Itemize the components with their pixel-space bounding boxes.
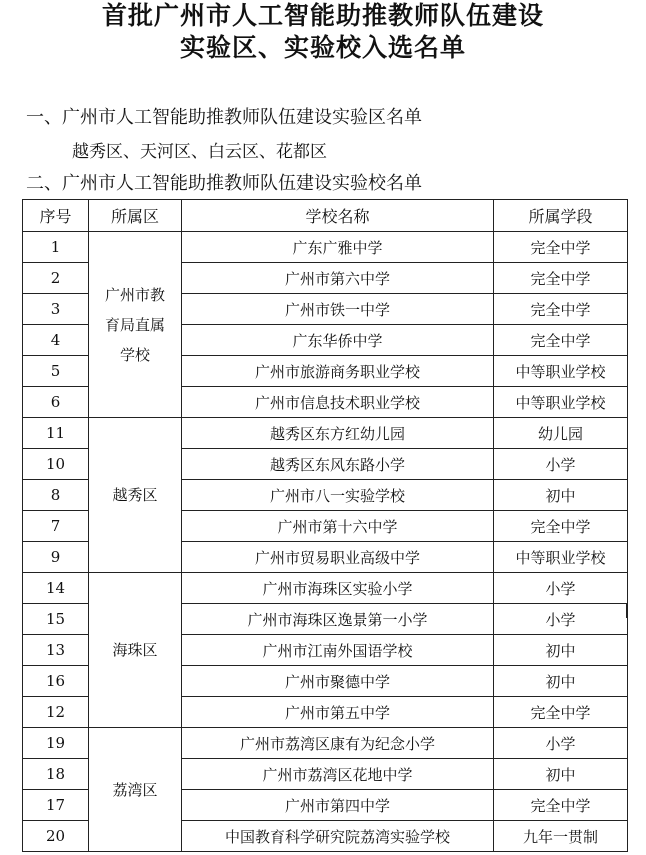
- school-stage: 中等职业学校: [494, 356, 628, 387]
- school-stage: 小学: [494, 728, 628, 759]
- row-number: 17: [23, 790, 89, 821]
- school-stage: 幼儿园: [494, 418, 628, 449]
- school-name: 广州市荔湾区花地中学: [182, 759, 494, 790]
- section-2-heading: 二、广州市人工智能助推教师队伍建设实验校名单: [26, 173, 422, 194]
- school-name: 广州市第四中学: [182, 790, 494, 821]
- school-name: 广州市第六中学: [182, 263, 494, 294]
- school-name: 广州市铁一中学: [182, 294, 494, 325]
- school-stage: 初中: [494, 480, 628, 511]
- school-stage: 完全中学: [494, 511, 628, 542]
- school-name: 广州市江南外国语学校: [182, 635, 494, 666]
- school-stage: 小学: [494, 573, 628, 604]
- row-number: 1: [23, 232, 89, 263]
- school-name: 广州市第五中学: [182, 697, 494, 728]
- school-name: 广州市海珠区逸景第一小学: [182, 604, 494, 635]
- row-number: 15: [23, 604, 89, 635]
- row-number: 14: [23, 573, 89, 604]
- row-number: 4: [23, 325, 89, 356]
- district-cell: 越秀区: [89, 418, 182, 573]
- school-stage: 初中: [494, 666, 628, 697]
- district-cell: 海珠区: [89, 573, 182, 728]
- district-cell: 荔湾区: [89, 728, 182, 852]
- row-number: 2: [23, 263, 89, 294]
- row-number: 11: [23, 418, 89, 449]
- school-name: 广州市八一实验学校: [182, 480, 494, 511]
- header-school-name: 学校名称: [182, 200, 494, 232]
- school-stage: 中等职业学校: [494, 542, 628, 573]
- school-stage: 中等职业学校: [494, 387, 628, 418]
- margin-mark: [626, 604, 627, 618]
- table-row: [23, 728, 628, 759]
- row-number: 19: [23, 728, 89, 759]
- header-school-stage: 所属学段: [494, 200, 628, 232]
- row-number: 3: [23, 294, 89, 325]
- document-title-line-2: 实验区、实验校入选名单: [179, 33, 466, 62]
- row-number: 12: [23, 697, 89, 728]
- school-stage: 完全中学: [494, 790, 628, 821]
- school-name: 广州市贸易职业高级中学: [182, 542, 494, 573]
- document-title-line-1: 首批广州市人工智能助推教师队伍建设: [101, 1, 544, 30]
- school-stage: 小学: [494, 604, 628, 635]
- row-number: 10: [23, 449, 89, 480]
- school-stage: 小学: [494, 449, 628, 480]
- table-header-row: [23, 200, 628, 232]
- header-seq: 序号: [23, 200, 89, 232]
- district-cell: 广州市教育局直属学校: [89, 232, 182, 418]
- school-stage: 初中: [494, 635, 628, 666]
- table-row: [23, 232, 628, 263]
- school-stage: 完全中学: [494, 263, 628, 294]
- school-name: 越秀区东方红幼儿园: [182, 418, 494, 449]
- row-number: 13: [23, 635, 89, 666]
- section-1-heading: 一、广州市人工智能助推教师队伍建设实验区名单: [26, 107, 422, 128]
- header-district: 所属区: [89, 200, 182, 232]
- school-stage: 初中: [494, 759, 628, 790]
- school-name: 广东华侨中学: [182, 325, 494, 356]
- school-name: 广州市荔湾区康有为纪念小学: [182, 728, 494, 759]
- school-list-table: [22, 199, 628, 852]
- row-number: 20: [23, 821, 89, 852]
- school-name: 广东广雅中学: [182, 232, 494, 263]
- school-name: 广州市海珠区实验小学: [182, 573, 494, 604]
- row-number: 9: [23, 542, 89, 573]
- row-number: 16: [23, 666, 89, 697]
- table-row: [23, 573, 628, 604]
- row-number: 8: [23, 480, 89, 511]
- school-name: 中国教育科学研究院荔湾实验学校: [182, 821, 494, 852]
- school-name: 广州市聚德中学: [182, 666, 494, 697]
- row-number: 18: [23, 759, 89, 790]
- school-stage: 完全中学: [494, 325, 628, 356]
- school-stage: 完全中学: [494, 232, 628, 263]
- row-number: 6: [23, 387, 89, 418]
- school-name: 广州市旅游商务职业学校: [182, 356, 494, 387]
- experimental-districts-list: 越秀区、天河区、白云区、花都区: [72, 142, 327, 162]
- row-number: 7: [23, 511, 89, 542]
- school-name: 广州市信息技术职业学校: [182, 387, 494, 418]
- table-row: [23, 418, 628, 449]
- school-stage: 完全中学: [494, 697, 628, 728]
- school-stage: 完全中学: [494, 294, 628, 325]
- row-number: 5: [23, 356, 89, 387]
- school-name: 广州市第十六中学: [182, 511, 494, 542]
- school-stage: 九年一贯制: [494, 821, 628, 852]
- school-name: 越秀区东风东路小学: [182, 449, 494, 480]
